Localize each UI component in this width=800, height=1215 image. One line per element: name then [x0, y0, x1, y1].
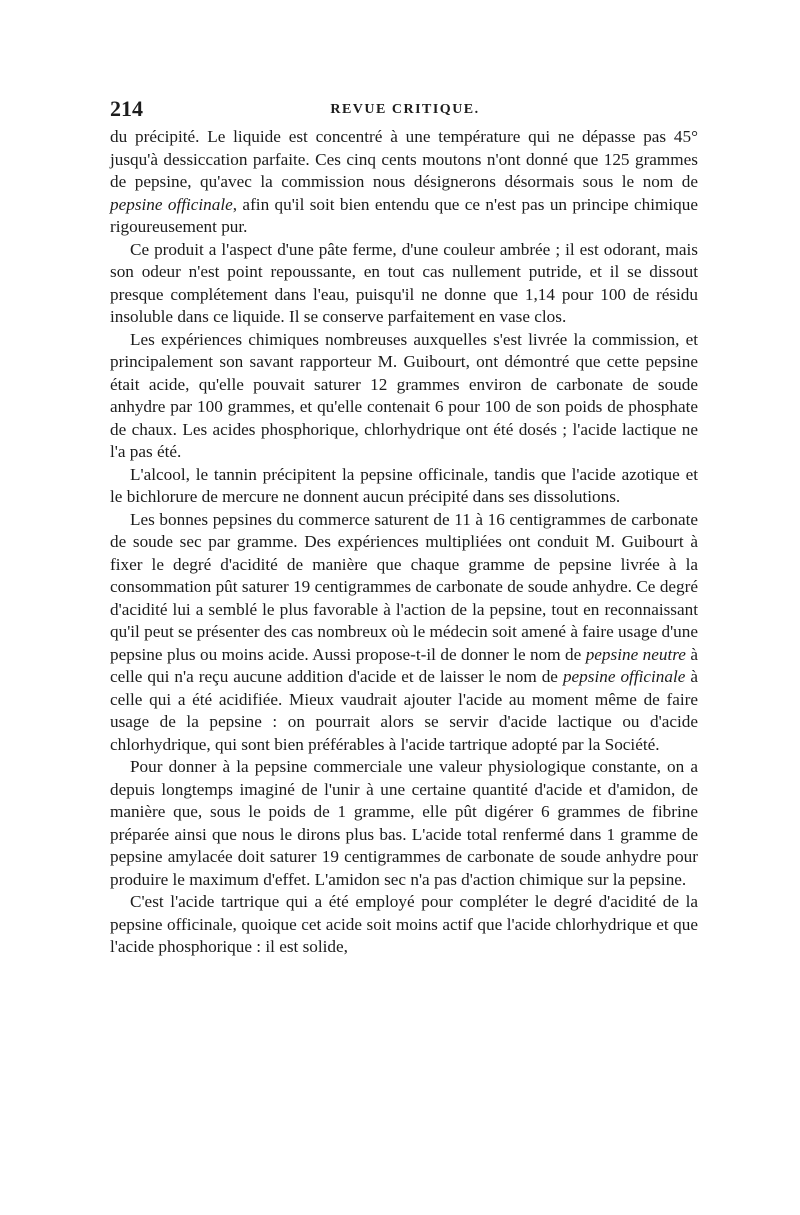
paragraph: Ce produit a l'aspect d'une pâte ferme, d'une couleur ambrée ; il est odorant, mais son odeur n'est point repoussante, en tout cas nullement putride, et il se dissout presque complétement dans l'eau, puisqu'il ne donne que 1,14 pour 100 de résidu insoluble dans ce liquide. Il se conserve parfaitement en vase clos. — [110, 239, 698, 326]
emphasis: pepsine officinale — [562, 667, 686, 686]
paragraph: L'alcool, le tannin précipitent la pepsine officinale, tandis que l'acide azotique et le bichlorure de mercure ne donnent aucun précipité dans ses dissolutions. — [110, 464, 698, 506]
running-head: REVUE CRITIQUE. — [330, 102, 480, 117]
paragraph: Les expériences chimiques nombreuses auxquelles s'est livrée la commission, et principalement son savant rapporteur M. Guibourt, ont démontré que cette pepsine était acide, qu'elle pouvait saturer 12 grammes environ de carbonate de soude anhydre par 100 grammes, et qu'elle contenait 6 pour 100 de son poids de phosphate de chaux. Les acides phosphorique, chlorhydrique ont été dosés ; l'acide lactique ne l'a pas été. — [110, 329, 698, 461]
body-text — [110, 126, 698, 959]
paragraph: C'est l'acide tartrique qui a été employé pour compléter le degré d'acidité de la pepsine officinale, quoique cet acide soit moins actif que l'acide chlorhydrique et que l'acide phosphorique : il est solide, — [110, 892, 698, 956]
page-header — [110, 96, 700, 124]
paragraph: Les bonnes pepsines du commerce saturent de 11 à 16 centigrammes de carbonate de soude sec par gramme. Des expériences multipliées ont conduit M. Guibourt à fixer le degré d'acidité de manière que chaque gramme de pepsine livrée à la consommation pût saturer 19 centigrammes de carbonate de soude anhydre. Ce degré d'acidité lui a semblé le plus favorable à l'action de la pepsine, tout en reconnaissant qu'il peut se présenter des cas nombreux où le médecin soit amené à faire usage d'une pepsine plus ou moins acide. Aussi propose-t-il de donner le nom de pepsine neutre à celle qui n'a reçu aucune addition d'acide et de laisser le nom de pepsine officinale à celle qui a été acidifiée. Mieux vaudrait ajouter l'acide au moment même de faire usage de la pepsine : on pourrait alors se servir d'acide lactique ou d'acide chlorhydrique, qui sont bien préférables à l'acide tartrique adopté par la Société. — [110, 509, 699, 754]
paragraph: du précipité. Le liquide est concentré à une température qui ne dépasse pas 45° jusqu'à dessiccation parfaite. Ces cinq cents moutons n'ont donné que 125 grammes de pepsine, qu'avec la commission nous désignerons désormais sous le nom de pepsine officinale, afin qu'il soit bien entendu que ce n'est pas un principe chimique rigoureusement pur. — [110, 127, 698, 236]
emphasis: pepsine neutre — [585, 644, 686, 664]
paragraph: Pour donner à la pepsine commerciale une valeur physiologique constante, on a depuis longtemps imaginé de l'unir à une certaine quantité d'acide et d'amidon, de manière que, sous le poids de 1 gramme, elle pût digérer 6 grammes de fibrine préparée ainsi que nous le dirons plus bas. L'acide total renfermé dans 1 gramme de pepsine amylacée doit saturer 19 centigrammes de carbonate de soude anhydre pour produire le maximum d'effet. L'amidon sec n'a pas d'action chimique sur la pepsine. — [110, 757, 698, 889]
emphasis: pepsine officinale — [110, 194, 233, 214]
page-number: 214 — [110, 96, 143, 121]
